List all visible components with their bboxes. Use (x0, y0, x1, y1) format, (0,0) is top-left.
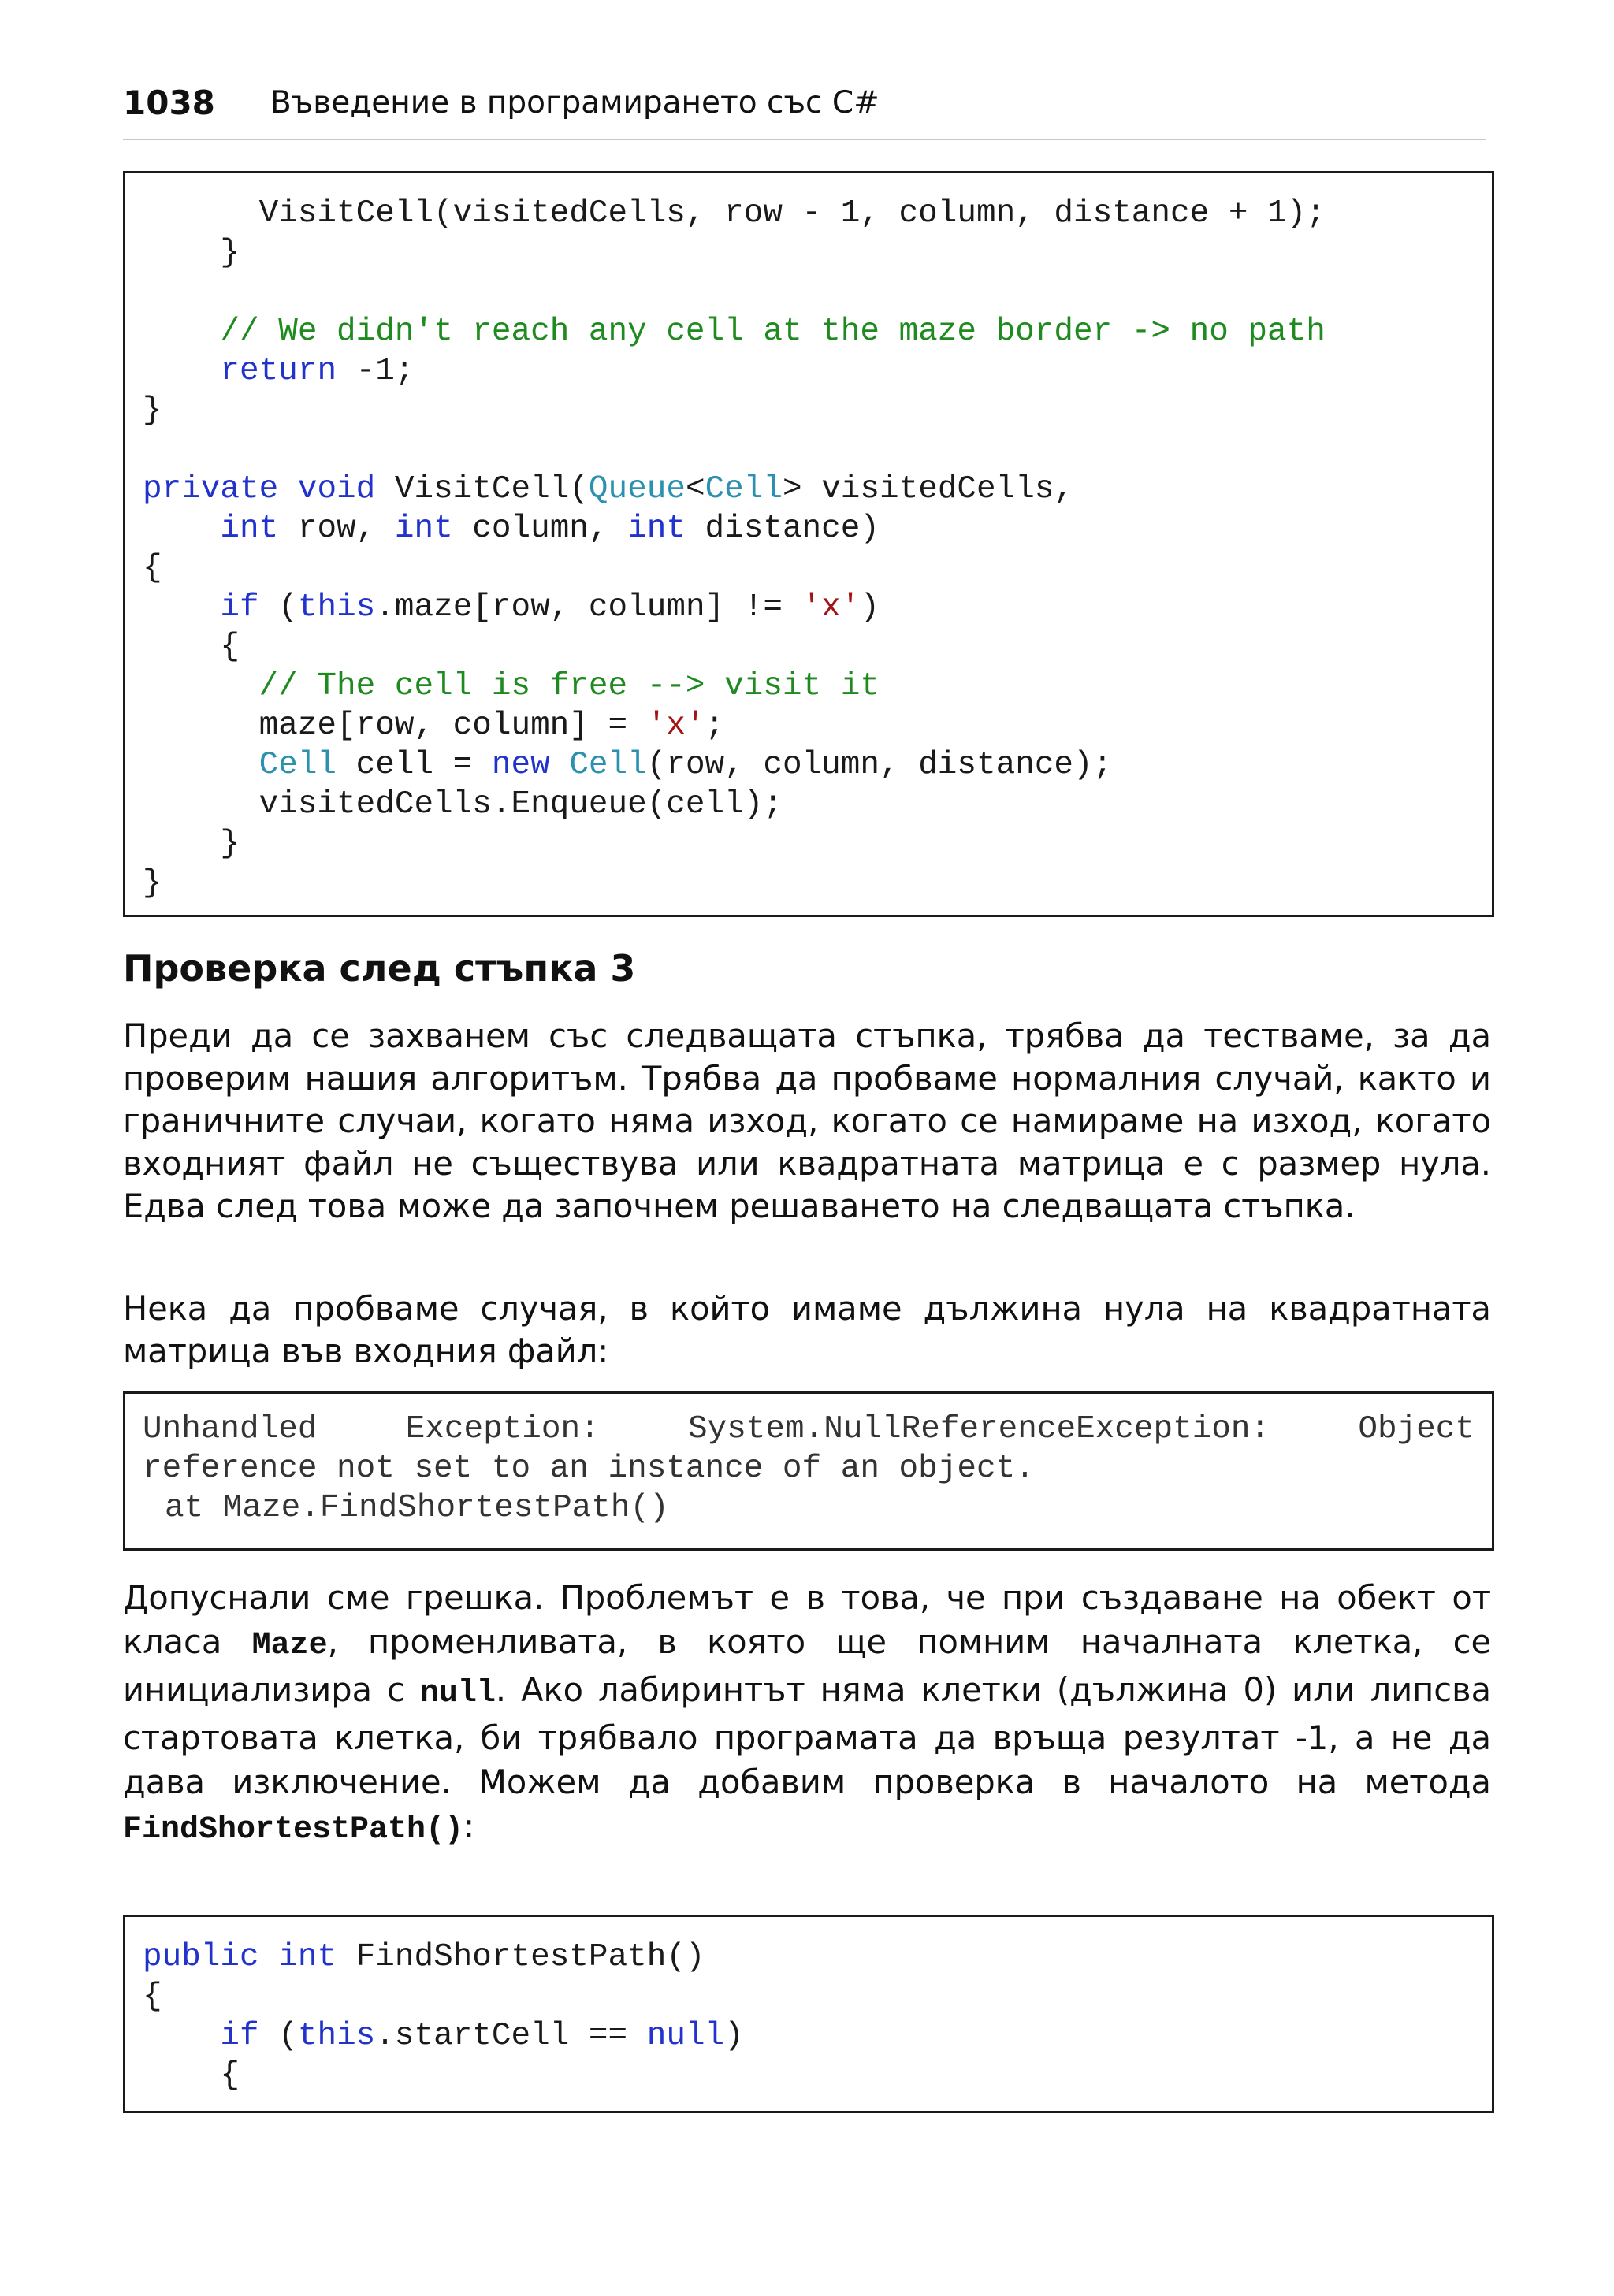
inline-code: FindShortestPath() (123, 1812, 464, 1848)
paragraph-text: . Ако лабиринтът няма клетки (дължина 0) или липсва стартовата клетка, би трябвало програмата да връща резултат -1, а не да дава изключение. Можем да добавим проверка в началото на метода (123, 1670, 1492, 1801)
code-keyword: private (143, 471, 279, 507)
code-keyword: if (220, 2018, 259, 2054)
code-text: distance) (685, 511, 880, 547)
code-line: } (143, 865, 162, 901)
code-text: maze[row, column] = (143, 708, 647, 744)
paragraph: Нека да пробваме случая, в който имаме дължина нула на квадратната матрица във входния файл: (123, 1289, 1491, 1370)
code-keyword: return (220, 353, 337, 389)
page-number: 1038 (123, 84, 215, 122)
exception-line (143, 1410, 1475, 1449)
code-keyword: int (394, 511, 453, 547)
code-keyword: null (646, 2018, 725, 2054)
code-text: ( (258, 2018, 298, 2054)
code-string: 'x' (801, 589, 861, 626)
inline-code: null (419, 1676, 496, 1711)
inline-code: Maze (251, 1628, 328, 1663)
code-text: > visitedCells, (782, 471, 1074, 507)
page-header (123, 76, 1486, 140)
code-listing (125, 1937, 1492, 2095)
book-title: Въведение в програмирането със C# (270, 85, 880, 121)
code-text: cell = (337, 747, 492, 783)
code-line: { (143, 1978, 162, 2015)
section-heading: Проверка след стъпка 3 (123, 947, 636, 990)
paragraph-text: , променливата, в която ще помним началната клетка, се инициализира с (123, 1622, 1491, 1709)
code-text: (row, column, distance); (646, 747, 1113, 783)
exception-word: System.NullReferenceException: (687, 1411, 1270, 1447)
exception-line: at Maze.FindShortestPath() (165, 1490, 669, 1526)
code-line: VisitCell(visitedCells, row - 1, column, distance + 1); (143, 195, 1326, 232)
code-line: } (143, 826, 240, 862)
exception-output-block (123, 1391, 1494, 1551)
code-keyword: int (220, 511, 279, 547)
code-text: ; (705, 708, 725, 744)
code-text: row, (278, 511, 395, 547)
code-block-visit-cell (123, 171, 1494, 917)
code-keyword: int (627, 511, 686, 547)
code-keyword: if (220, 589, 259, 626)
code-text: FindShortestPath() (337, 1939, 705, 1975)
exception-line: reference not set to an instance of an object. (143, 1451, 1035, 1487)
code-line: } (143, 392, 162, 429)
code-text (550, 747, 570, 783)
code-text: column, (452, 511, 628, 547)
code-text: .maze[row, column] != (375, 589, 802, 626)
exception-word: Exception: (405, 1411, 600, 1447)
code-block-find-shortest-path (123, 1915, 1494, 2113)
code-line: } (143, 235, 240, 271)
code-keyword: this (297, 589, 376, 626)
code-comment: // The cell is free --> visit it (258, 668, 880, 704)
code-keyword: int (278, 1939, 337, 1975)
code-line: visitedCells.Enqueue(cell); (143, 786, 783, 823)
code-text: VisitCell( (375, 471, 589, 507)
code-keyword: new (491, 747, 550, 783)
paragraph (123, 1576, 1491, 1852)
code-line: { (143, 2057, 240, 2094)
exception-word: Unhandled (143, 1411, 318, 1447)
code-comment: // We didn't reach any cell at the maze border -> no path (220, 314, 1326, 350)
exception-word: Object (1358, 1411, 1475, 1447)
code-type: Cell (705, 471, 783, 507)
code-text: ) (860, 589, 880, 626)
code-type: Cell (258, 747, 337, 783)
code-type: Queue (588, 471, 686, 507)
code-listing (125, 194, 1492, 903)
code-text: -1; (337, 353, 415, 389)
paragraph: Преди да се захванем със следващата стъпка, трябва да тестваме, за да проверим нашия алгоритъм. Трябва да пробваме нормалния случай, както и граничните случаи, когато няма изход, когато се намираме на изход, когато входният файл не съществува или квадратната матрица е с размер нула. Едва след това може да започнем решаването на следващата стъпка. (123, 1016, 1491, 1225)
code-type: Cell (569, 747, 647, 783)
code-keyword: void (297, 471, 376, 507)
code-line: { (143, 550, 162, 586)
code-text: ( (258, 589, 298, 626)
paragraph-text: : (463, 1807, 475, 1845)
code-string: 'x' (646, 708, 705, 744)
code-line: { (143, 629, 240, 665)
code-text: < (685, 471, 705, 507)
paragraph-text: Допуснали сме грешка. Проблемът е в това, че при създаване на обект от класа (123, 1578, 1491, 1661)
code-text: ) (724, 2018, 744, 2054)
code-keyword: public (143, 1939, 259, 1975)
code-keyword: this (297, 2018, 376, 2054)
exception-output (125, 1394, 1492, 1528)
code-text: .startCell == (375, 2018, 647, 2054)
